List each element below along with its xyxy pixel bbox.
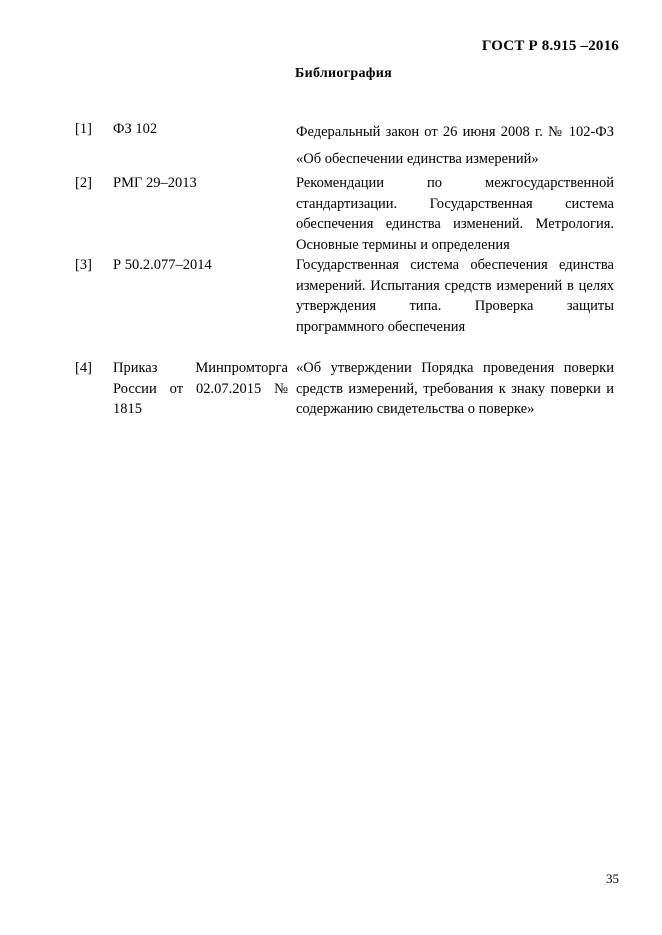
- section-title: Библиография: [295, 66, 392, 81]
- entry-description: «Об утверждении Порядка проведения поверки средств измерений, требования к знаку поверки и содержанию свидетельства о поверке»: [296, 360, 614, 418]
- entry-number: [1]: [75, 121, 92, 137]
- entry-number: [4]: [75, 360, 92, 376]
- entry-designation: ФЗ 102: [113, 121, 158, 137]
- entry-number: [2]: [75, 175, 92, 191]
- entry-description: Рекомендации по межгосударственной стандартизации. Государственная система обеспечения единства изменений. Метрология. Основные термины и определения: [296, 175, 614, 254]
- entry-designation: Приказ Минпромторга России от 02.07.2015 № 1815: [113, 360, 288, 418]
- entry-description: Государственная система обеспечения единства измерений. Испытания средств измерений в целях утверждения типа. Проверка защиты программного обеспечения: [296, 257, 614, 336]
- entry-description: Федеральный закон от 26 июня 2008 г. № 102-ФЗ «Об обеспечении единства измерений»: [296, 124, 614, 167]
- document-code: ГОСТ Р 8.915 –2016: [481, 38, 619, 54]
- entry-designation: Р 50.2.077–2014: [113, 257, 212, 273]
- page-number: 35: [606, 871, 619, 886]
- entry-number: [3]: [75, 257, 92, 273]
- entry-designation: РМГ 29–2013: [113, 175, 197, 191]
